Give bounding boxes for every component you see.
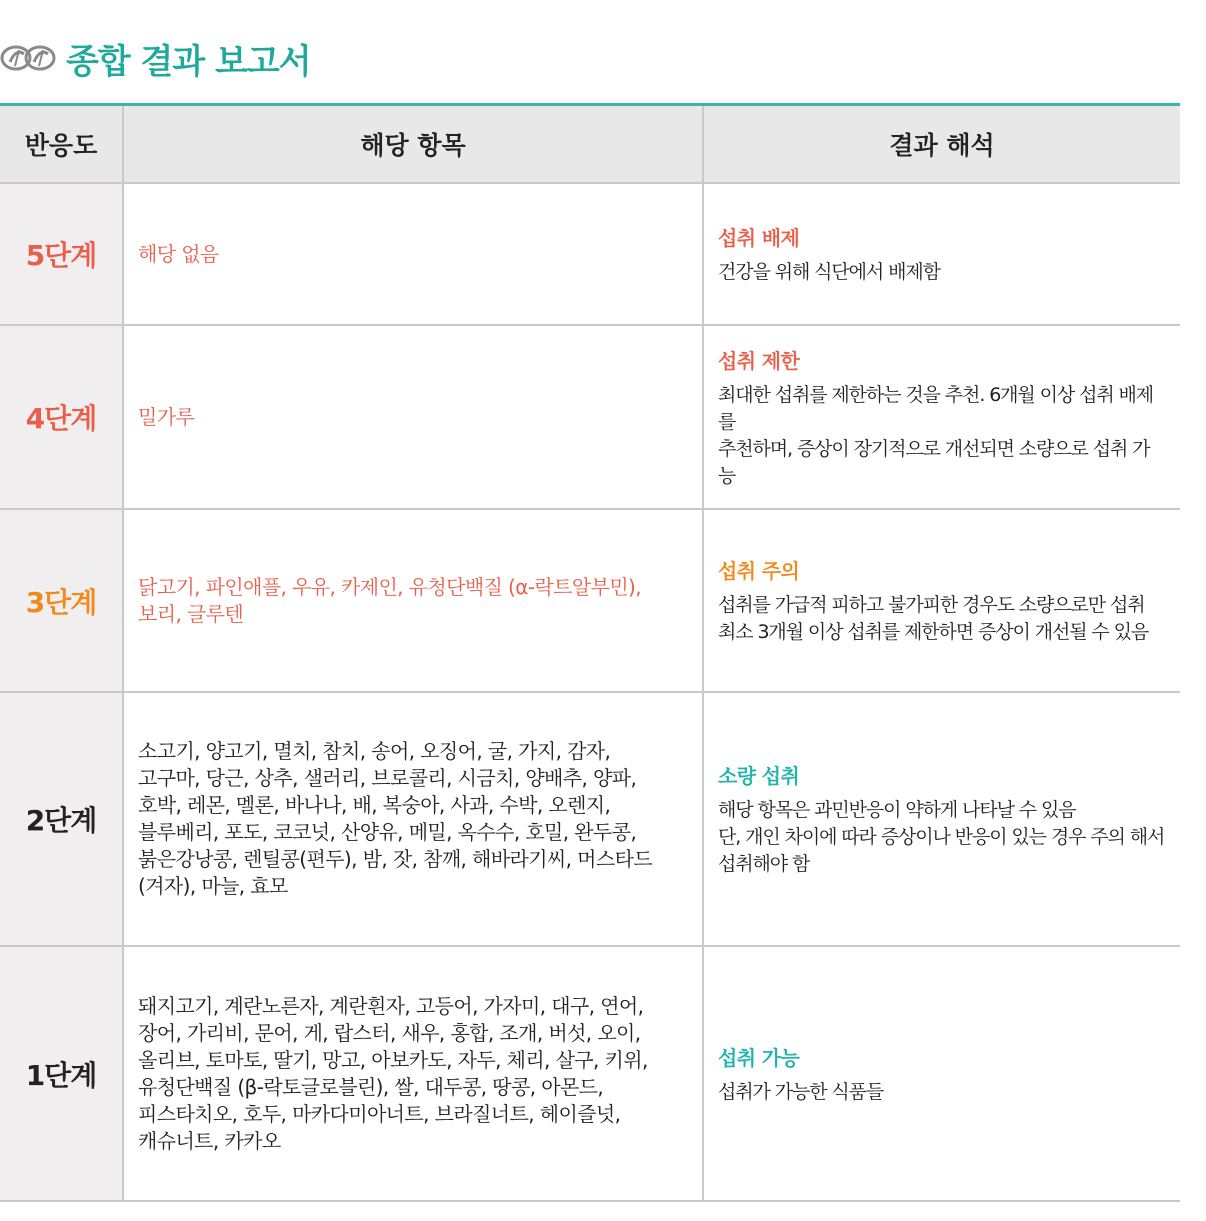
- result-title: 섭취 가능: [718, 1045, 800, 1070]
- items-list: 해당 없음: [123, 183, 703, 325]
- items-list: 닭고기, 파인애플, 우유, 카제인, 유청단백질 (α-락트알부민), 보리, 글루텐: [123, 509, 703, 692]
- level-label: 2단계: [0, 692, 123, 946]
- table-row-level-3: [0, 509, 1180, 692]
- table-row-level-1: [0, 946, 1180, 1201]
- result-title: 섭취 주의: [718, 559, 800, 583]
- result-cell: [703, 325, 1180, 509]
- leaf-eye-icon: [0, 40, 58, 76]
- result-description: 섭취를 가급적 피하고 불가피한 경우도 소량으로만 섭취 최소 3개월 이상 섭취를 제한하면 증상이 개선될 수 있음: [718, 594, 1149, 643]
- result-cell: [703, 509, 1180, 692]
- result-description: 건강을 위해 식단에서 배제함: [718, 261, 940, 283]
- table-row-level-2: [0, 692, 1180, 946]
- result-cell: [703, 946, 1180, 1201]
- result-cell: [703, 183, 1180, 325]
- items-list: 밀가루: [123, 325, 703, 509]
- level-label: 4단계: [0, 325, 123, 509]
- result-title: 소량 섭취: [718, 764, 800, 788]
- page-title: 종합 결과 보고서: [66, 41, 311, 82]
- header-result: 결과 해석: [703, 105, 1180, 184]
- result-table: [0, 103, 1180, 1202]
- level-label: 5단계: [0, 183, 123, 325]
- result-description: 섭취가 가능한 식품들: [718, 1080, 884, 1103]
- level-label: 3단계: [0, 509, 123, 692]
- items-list: 소고기, 양고기, 멸치, 참치, 송어, 오징어, 굴, 가지, 감자, 고구마, 당근, 상추, 샐러리, 브로콜리, 시금치, 양배추, 양파, 호박, 레몬, 멜론, 바나나, 배, 복숭아, 사과, 수박, 오렌지, 블루베리, 포도, 코코넛, 산양유, 메밀, 옥수수, 호밀, 완두콩, 붉은강낭콩, 렌틸콩(편두), 밤, 잣, 참깨, 해바라기씨, 머스타드 (겨자), 마늘, 효모: [123, 692, 703, 946]
- result-title: 섭취 배제: [718, 226, 800, 250]
- report-header: [0, 30, 311, 86]
- table-row-level-4: [0, 325, 1180, 509]
- header-items: 해당 항목: [123, 105, 703, 184]
- result-description: 최대한 섭취를 제한하는 것을 추천. 6개월 이상 섭취 배제를 추천하며, 증상이 장기적으로 개선되면 소량으로 섭취 가능: [718, 383, 1154, 487]
- table-header-row: [0, 105, 1180, 184]
- level-label: 1단계: [0, 946, 123, 1201]
- result-cell: [703, 692, 1180, 946]
- header-level: 반응도: [0, 105, 123, 184]
- items-list: 돼지고기, 계란노른자, 계란흰자, 고등어, 가자미, 대구, 연어, 장어, 가리비, 문어, 게, 랍스터, 새우, 홍합, 조개, 버섯, 오이, 올리브, 토마토, 딸기, 망고, 아보카도, 자두, 체리, 살구, 키위, 유청단백질 (β-락토글로블린), 쌀, 대두콩, 땅콩, 아몬드, 피스타치오, 호두, 마카다미아너트, 브라질너트, 헤이즐넛, 캐슈너트, 카카오: [123, 946, 703, 1201]
- result-title: 섭취 제한: [718, 348, 800, 373]
- table-row-level-5: [0, 183, 1180, 325]
- result-description: 해당 항목은 과민반응이 약하게 나타날 수 있음 단, 개인 차이에 따라 증상이나 반응이 있는 경우 주의 해서 섭취해야 함: [718, 799, 1165, 875]
